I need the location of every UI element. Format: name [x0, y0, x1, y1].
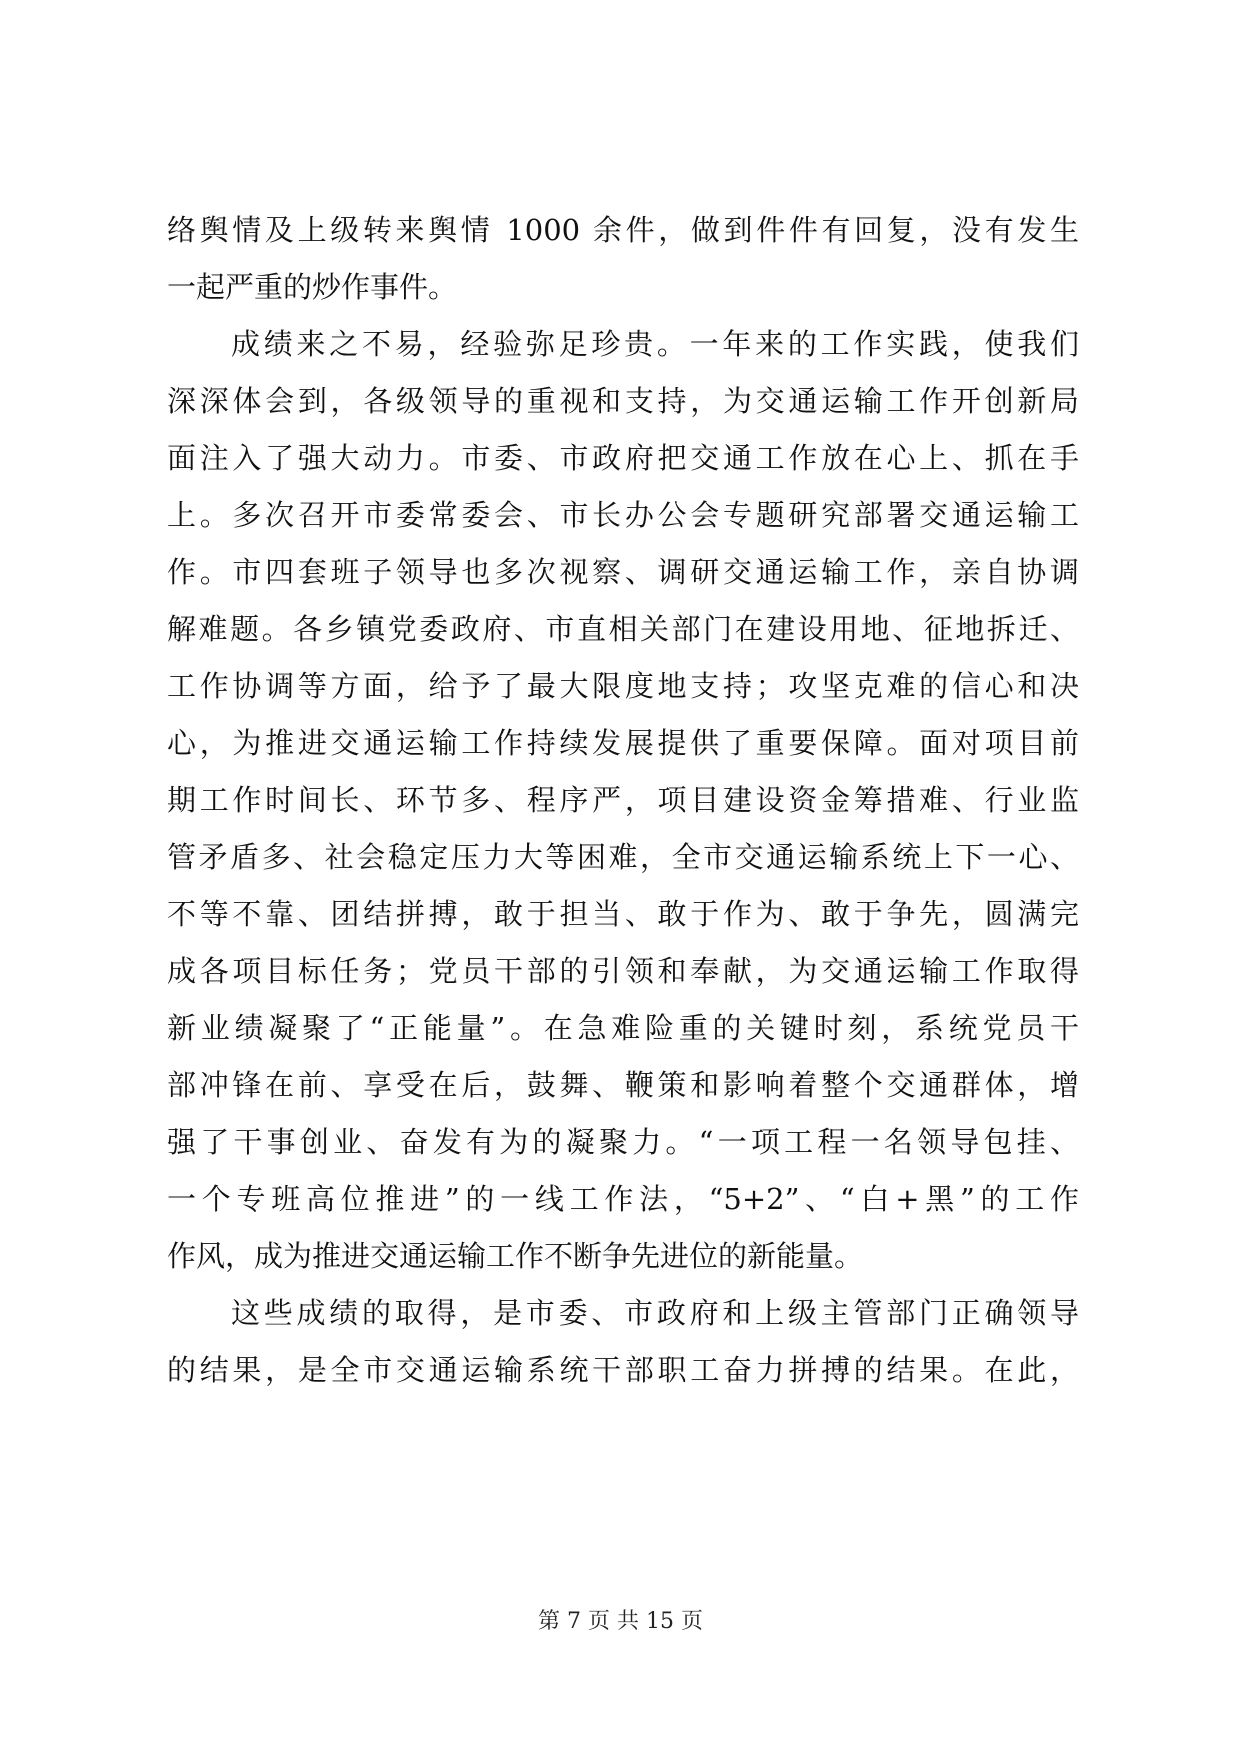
- paragraph-line: 这些成绩的取得，是市委、市政府和上级主管部门正确领导: [231, 1296, 1079, 1330]
- paragraph-line: 工作协调等方面，给予了最大限度地支持；攻坚克难的信心和决: [167, 669, 1079, 703]
- paragraph-line: 作。市四套班子领导也多次视察、调研交通运输工作，亲自协调: [167, 555, 1079, 589]
- paragraph-line: 一起严重的炒作事件。: [167, 270, 458, 304]
- paragraph-line: 心，为推进交通运输工作持续发展提供了重要保障。面对项目前: [167, 726, 1079, 760]
- paragraph-line: 解难题。各乡镇党委政府、市直相关部门在建设用地、征地拆迁、: [167, 612, 1079, 646]
- paragraph-line: 部冲锋在前、享受在后，鼓舞、鞭策和影响着整个交通群体，增: [167, 1068, 1079, 1102]
- paragraph-line: 上。多次召开市委常委会、市长办公会专题研究部署交通运输工: [167, 498, 1079, 532]
- paragraph-line: 不等不靠、团结拼搏，敢于担当、敢于作为、敢于争先，圆满完: [167, 897, 1079, 931]
- paragraph-line: 成各项目标任务；党员干部的引领和奉献，为交通运输工作取得: [167, 954, 1079, 988]
- paragraph-line: 深深体会到，各级领导的重视和支持，为交通运输工作开创新局: [167, 384, 1079, 418]
- paragraph-line: 新业绩凝聚了“正能量”。在急难险重的关键时刻，系统党员干: [167, 1011, 1079, 1045]
- paragraph-line: 强了干事创业、奋发有为的凝聚力。“一项工程一名领导包挂、: [167, 1125, 1079, 1159]
- paragraph-line: 面注入了强大动力。市委、市政府把交通工作放在心上、抓在手: [167, 441, 1079, 475]
- paragraph-line: 成绩来之不易，经验弥足珍贵。一年来的工作实践，使我们: [231, 327, 1079, 361]
- paragraph-line: 一个专班高位推进”的一线工作法，“5+2”、“白+黑”的工作: [167, 1182, 1079, 1216]
- paragraph-line: 作风，成为推进交通运输工作不断争先进位的新能量。: [167, 1239, 864, 1273]
- page-number-footer: 第 7 页 共 15 页: [538, 1609, 703, 1634]
- paragraph-line: 的结果，是全市交通运输系统干部职工奋力拼搏的结果。在此，: [167, 1353, 1079, 1387]
- paragraph-line: 期工作时间长、环节多、程序严，项目建设资金筹措难、行业监: [167, 783, 1079, 817]
- paragraph-line: 管矛盾多、社会稳定压力大等困难，全市交通运输系统上下一心、: [167, 840, 1079, 874]
- paragraph-line: 络舆情及上级转来舆情 1000 余件，做到件件有回复，没有发生: [167, 213, 1079, 247]
